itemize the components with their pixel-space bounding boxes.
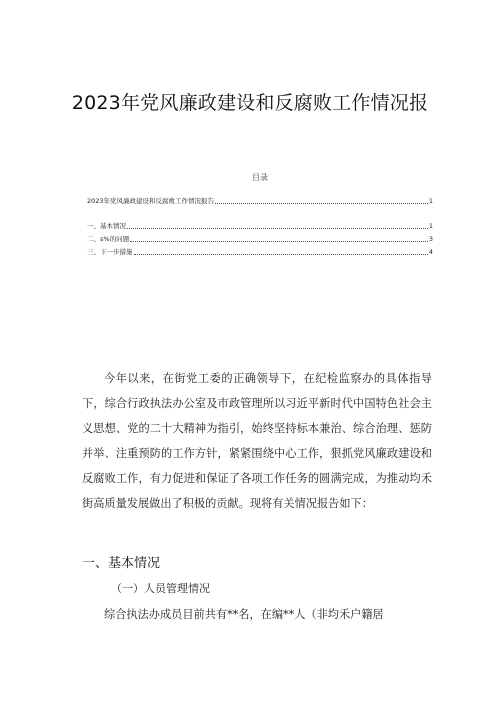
toc-entry[interactable] (87, 235, 433, 243)
toc-entry-page: 1 (428, 197, 433, 205)
toc-entry[interactable] (87, 248, 433, 256)
toc-leader-dots (134, 254, 428, 255)
toc-leader-dots (130, 241, 428, 242)
toc-leader-dots (215, 203, 428, 204)
toc-entry-label: 三、下一步措施 (87, 248, 133, 256)
body-paragraph: 综合执法办成员目前共有**名，在编**人（非均禾户籍居 (104, 608, 384, 621)
toc-leader-dots (127, 228, 428, 229)
toc-entry-label: 一、基本情况 (87, 222, 126, 230)
subsection-heading: （一）人员管理情况 (111, 582, 210, 595)
table-of-contents (87, 172, 433, 261)
toc-entry-page: 4 (428, 248, 433, 256)
toc-entry-label: 2023年党风廉政建设和反腐败工作情况报告 (87, 197, 215, 205)
toc-entry[interactable] (87, 197, 433, 205)
document-title: 2023年党风廉政建设和反腐败工作情况报 (71, 92, 429, 114)
toc-entry-page: 3 (428, 235, 433, 243)
toc-entry[interactable] (87, 222, 433, 230)
toc-entry-page: 1 (428, 222, 433, 230)
intro-paragraph: 今年以来，在街党工委的正确领导下，在纪检监察办的具体指导下，综合行政执法办公室及市政管理所以习近平新时代中国特色社会主义思想、党的二十大精神为指引，始终坚持标本兼治、综合治理、惩防并举、注重预防的工作方针，紧紧围绕中心工作，狠抓党风廉政建设和反腐败工作，有力促进和保证了各项工作任务的圆满完成，为推动均禾街高质量发展做出了积极的贡献。现将有关情况报告如下： (82, 372, 432, 510)
toc-entry-label: 二、s%的问题 (87, 235, 130, 243)
toc-heading: 目录 (252, 173, 268, 182)
section-heading: 一、基本情况 (82, 556, 161, 571)
